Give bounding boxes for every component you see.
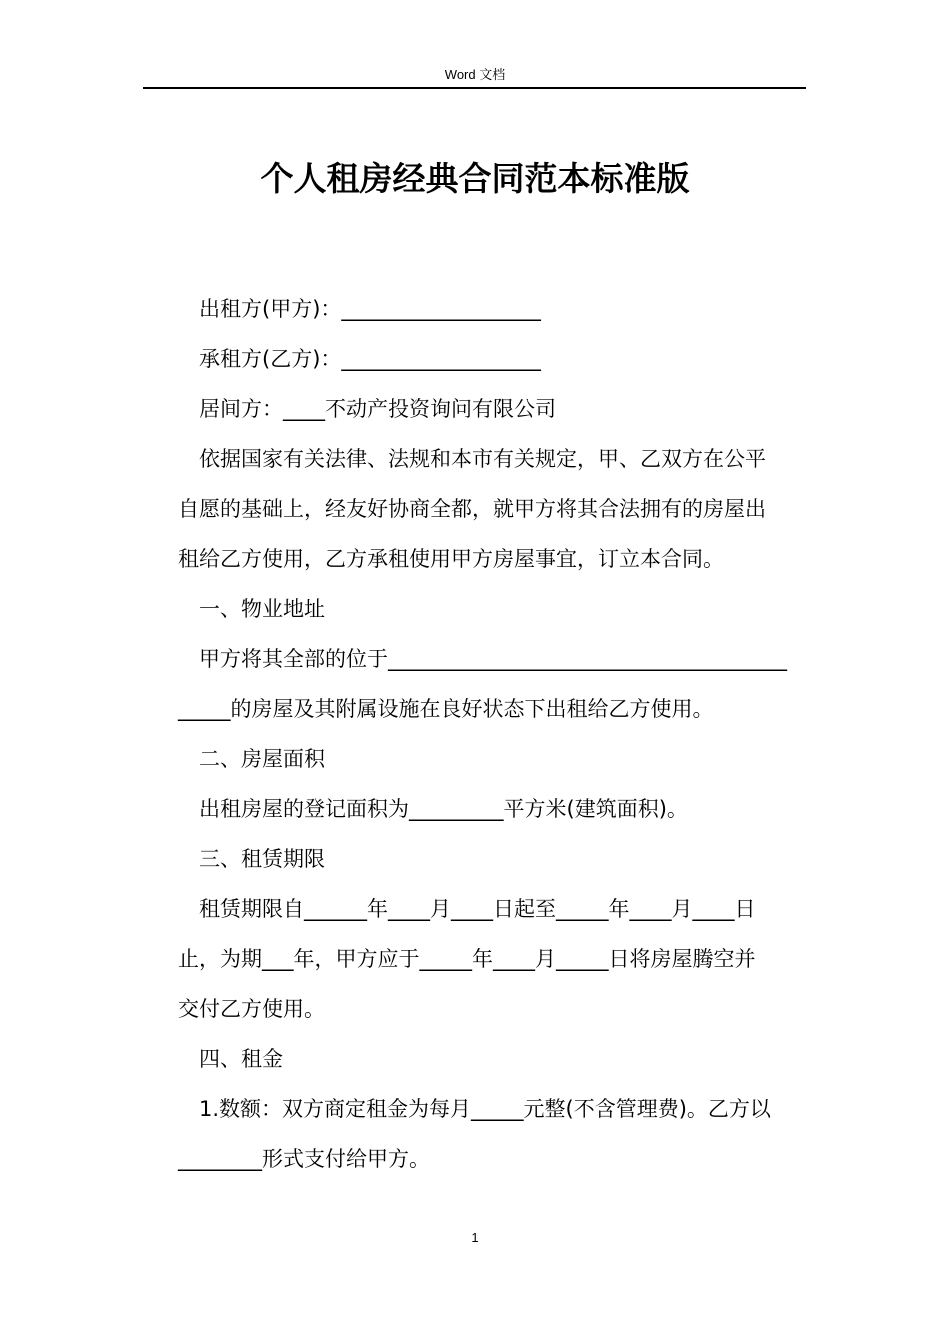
paragraph-line: 租给乙方使用，乙方承租使用甲方房屋事宜，订立本合同。 [178,547,724,571]
section-heading-area [178,734,808,784]
page-header: Word 文档 [444,67,506,82]
paragraph-line: 交付乙方使用。 [178,997,325,1021]
paragraph-line: 二、房屋面积 [199,747,325,771]
paragraph-line: 一、物业地址 [199,597,325,621]
term-paragraph [178,884,808,1034]
paragraph-line: 出租房屋的登记面积为_________平方米(建筑面积)。 [199,797,688,821]
paragraph-line: 承租方(乙方)：___________________ [199,347,541,371]
section-heading-term [178,834,808,884]
document-title: 个人租房经典合同范本标准版 [260,159,690,198]
lessee-line [178,334,808,384]
rent-amount-paragraph [178,1084,808,1184]
section-heading-rent [178,1034,808,1084]
document-body [178,284,808,1184]
paragraph-line: 居间方：____不动产投资询问有限公司 [199,397,556,421]
page-number: 1 [471,1230,479,1245]
paragraph-line: 三、租赁期限 [199,847,325,871]
paragraph-line: _____的房屋及其附属设施在良好状态下出租给乙方使用。 [178,697,714,721]
paragraph-line: 依据国家有关法律、法规和本市有关规定，甲、乙双方在公平 [199,447,766,471]
paragraph-line: 1.数额：双方商定租金为每月_____元整(不含管理费)。乙方以 [199,1097,771,1121]
paragraph-line: 四、租金 [199,1047,283,1071]
address-paragraph [178,634,808,734]
lessor-line [178,284,808,334]
preamble-paragraph [178,434,808,584]
paragraph-line: 租赁期限自______年____月____日起至_____年____月____日 [199,897,756,921]
intermediary-line [178,384,808,434]
paragraph-line: ________形式支付给甲方。 [178,1147,430,1171]
header-divider [143,87,806,89]
section-heading-address [178,584,808,634]
paragraph-line: 甲方将其全部的位于______________________________________ [199,647,787,671]
paragraph-line: 止，为期___年，甲方应于_____年____月_____日将房屋腾空并 [178,947,756,971]
paragraph-line: 出租方(甲方)：___________________ [199,297,541,321]
paragraph-line: 自愿的基础上，经友好协商全都，就甲方将其合法拥有的房屋出 [178,497,766,521]
area-paragraph [178,784,808,834]
